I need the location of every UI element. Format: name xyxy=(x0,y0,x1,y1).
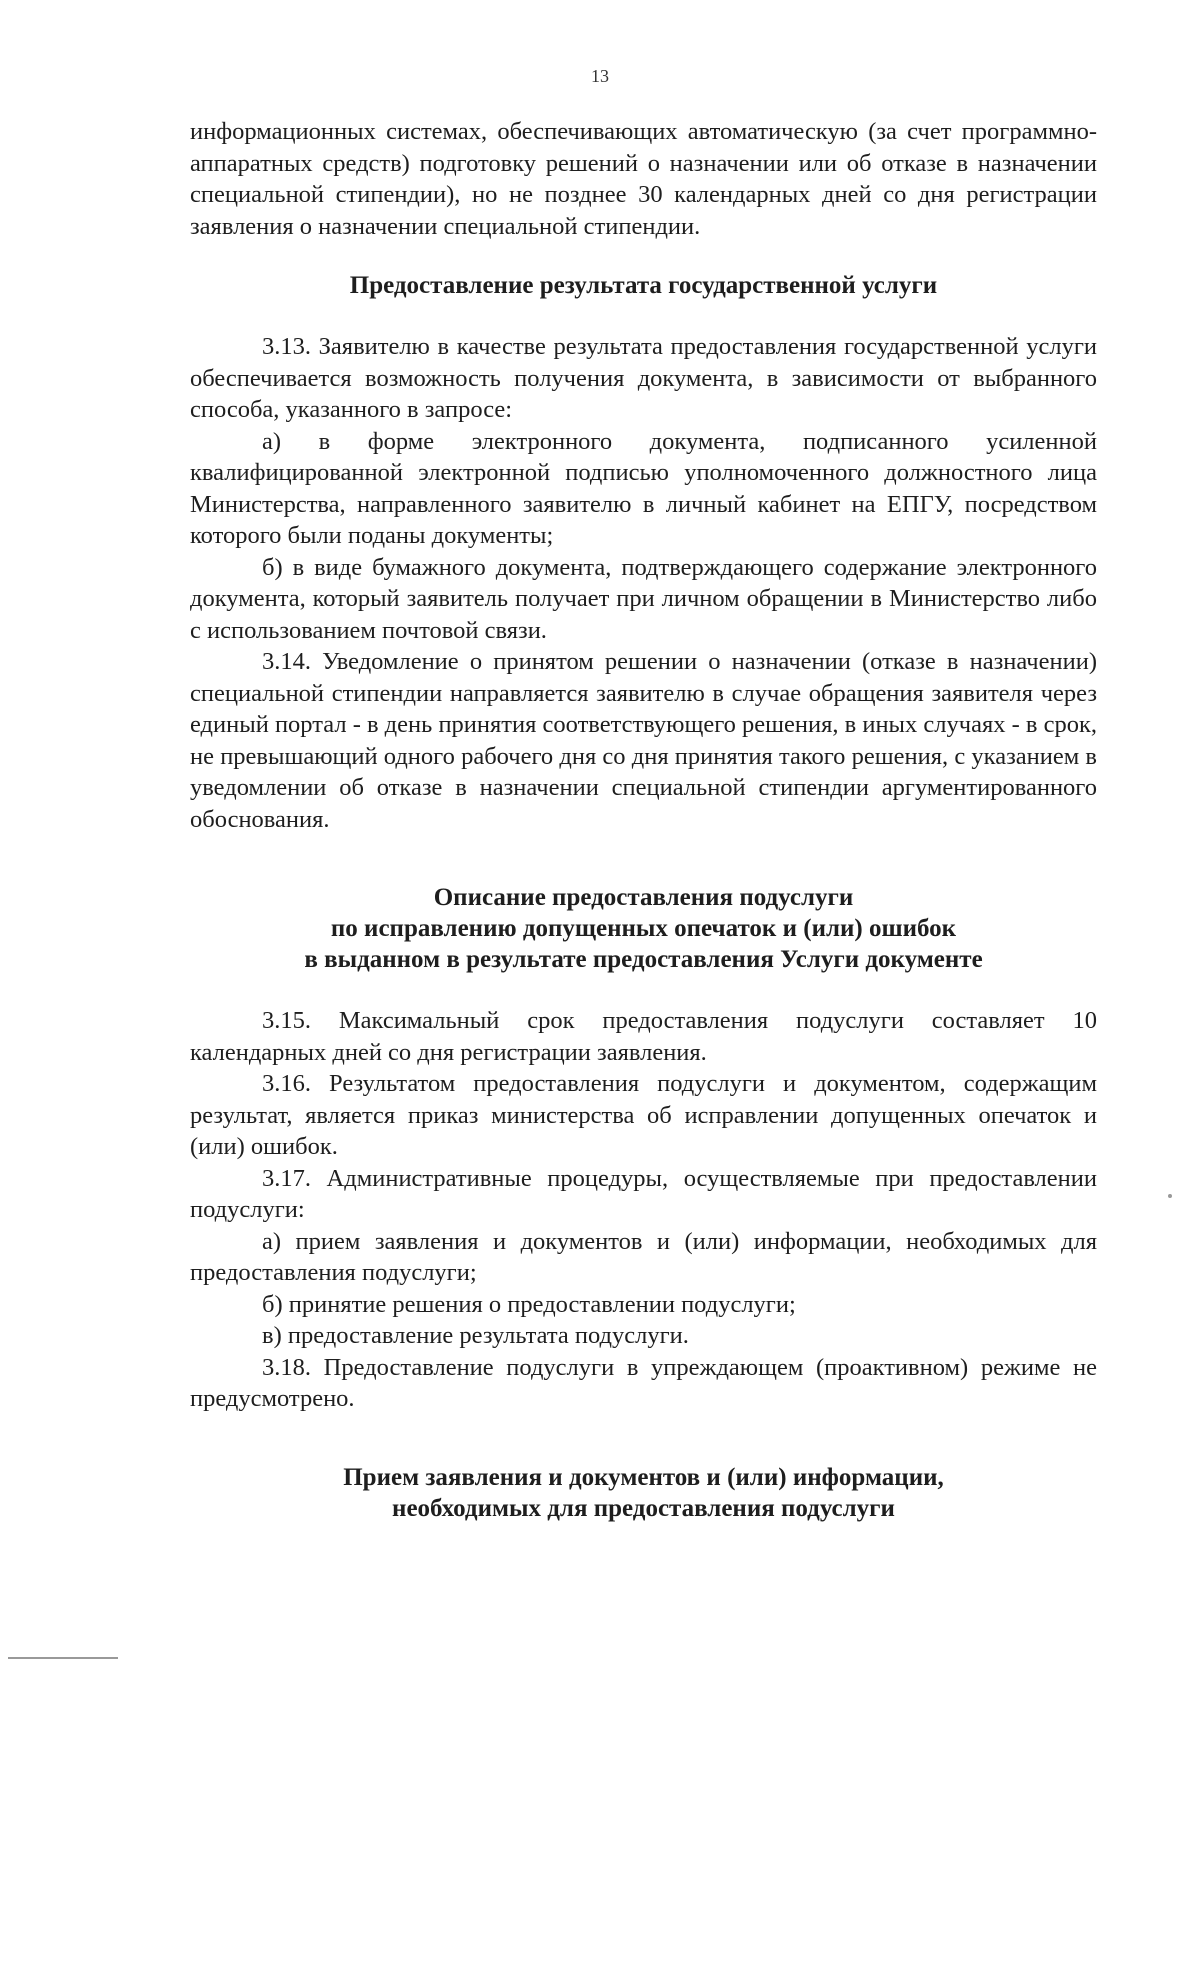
paragraph-3-17-a: а) прием заявления и документов и (или) информации, необходимых для предоставления подуслуги; xyxy=(190,1227,1097,1286)
paragraph-3-13-b: б) в виде бумажного документа, подтверждающего содержание электронного документа, который заявитель получает при личном обращении в Министерство либо с использованием почтовой связи. xyxy=(190,553,1097,644)
scan-artifact-line xyxy=(8,1657,118,1659)
intro-paragraph: информационных системах, обеспечивающих автоматическую (за счет программно-аппаратных средств) подготовку решений о назначении или об отказе в назначении специальной стипендии), но не позднее 30 календарных дней со дня регистрации заявления о назначении специальной стипендии. xyxy=(190,118,1097,240)
heading-line: в выданном в результате предоставления Услуги документе xyxy=(304,946,983,973)
heading-line: необходимых для предоставления подуслуги xyxy=(392,1494,895,1522)
paragraph-3-13-a: а) в форме электронного документа, подписанного усиленной квалифицированной электронной подписью уполномоченного должностного лица Министерства, направленного заявителю в личный кабинет на ЕПГУ, посредством которого были поданы документы; xyxy=(190,427,1097,549)
paragraph-3-17: 3.17. Административные процедуры, осуществляемые при предоставлении подуслуги: xyxy=(190,1164,1097,1223)
heading-line: по исправлению допущенных опечаток и (или) ошибок xyxy=(330,915,957,942)
section-heading-application xyxy=(190,1462,1097,1524)
section-heading-subservice xyxy=(190,882,1097,975)
paragraph-3-13: 3.13. Заявителю в качестве результата предоставления государственной услуги обеспечивается возможность получения документа, в зависимости от выбранного способа, указанного в запросе: xyxy=(190,333,1097,423)
paragraph-3-18: 3.18. Предоставление подуслуги в упреждающем (проактивном) режиме не предусмотрено. xyxy=(190,1353,1097,1412)
paragraph-3-16: 3.16. Результатом предоставления подуслуги и документом, содержащим результат, является приказ министерства об исправлении допущенных опечаток и (или) ошибок. xyxy=(190,1070,1097,1160)
section-heading-result: Предоставление результата государственной услуги xyxy=(349,272,938,299)
paragraph-3-17-b: б) принятие решения о предоставлении подуслуги; xyxy=(262,1290,796,1318)
paragraph-3-15: 3.15. Максимальный срок предоставления подуслуги составляет 10 календарных дней со дня регистрации заявления. xyxy=(190,1007,1097,1066)
paragraph-3-14: 3.14. Уведомление о принятом решении о назначении (отказе в назначении) специальной стипендии направляется заявителю в случае обращения заявителя через единый портал - в день принятия соответствующего решения, в иных случаях - в срок, не превышающий одного рабочего дня со дня принятия такого решения, с указанием в уведомлении об отказе в назначении специальной стипендии аргументированного обоснования. xyxy=(190,648,1097,833)
page-number: 13 xyxy=(591,66,609,86)
heading-line: Описание предоставления подуслуги xyxy=(433,884,854,911)
scan-artifact-speck xyxy=(1168,1194,1172,1198)
heading-line: Прием заявления и документов и (или) информации, xyxy=(343,1463,944,1491)
page-content xyxy=(190,116,1097,1524)
paragraph-3-17-c: в) предоставление результата подуслуги. xyxy=(262,1322,689,1349)
